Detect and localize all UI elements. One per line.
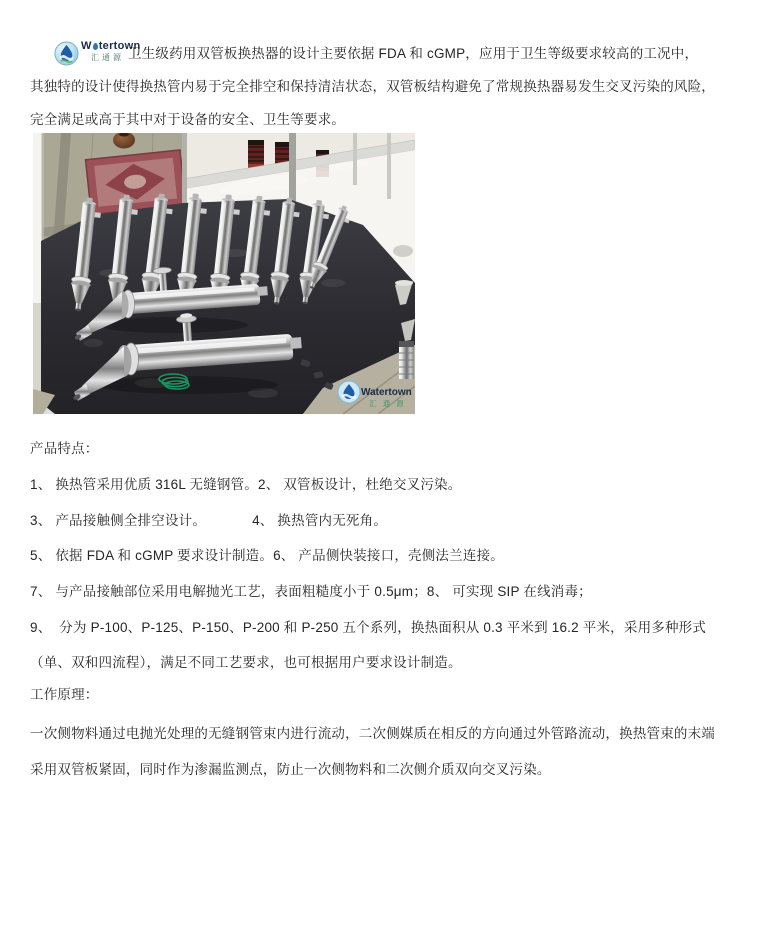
feature-item-3: 3、 产品接触侧全排空设计。	[30, 513, 207, 528]
logo-brand-suffix: tertown	[98, 40, 141, 52]
water-drop-icon	[93, 43, 98, 50]
feature-line-2	[30, 512, 387, 529]
feature-line-3	[30, 547, 504, 564]
feature-item-5: 5、 依据 FDA 和 cGMP 要求设计制造。	[30, 548, 274, 563]
product-photo	[33, 133, 415, 414]
feature-line-6	[30, 654, 462, 671]
product-photo-image	[33, 133, 415, 414]
feature-item-1: 1、 换热管采用优质 316L 无缝钢管。	[30, 477, 258, 492]
intro-line-2: 其独特的设计使得换热管内易于完全排空和保持清洁状态，双管板结构避免了常规换热器易发生交叉污染的风险，	[30, 79, 715, 94]
intro-line-1: 卫生级药用双管板换热器的设计主要依据 FDA 和 cGMP，应用于卫生等级要求较高的工况中，	[128, 46, 699, 61]
feature-item-9-cont: （单、双和四流程），满足不同工艺要求，也可根据用户要求设计制造。	[30, 655, 462, 670]
feature-item-4: 4、 换热管内无死角。	[252, 513, 388, 528]
features-heading: 产品特点：	[30, 441, 99, 456]
watermark-sub-text: 汇 通 源	[369, 399, 406, 408]
feature-line-1	[30, 476, 461, 493]
feature-item-8: 8、 可实现 SIP 在线消毒；	[426, 584, 592, 599]
feature-item-9: 9、 分为 P-100、P-125、P-150、P-200 和 P-250 五个系列，换热面积从 0.3 平米到 16.2 平米，采用多种形式	[30, 620, 707, 635]
feature-line-4	[30, 583, 592, 600]
logo-brand-prefix: W	[81, 40, 92, 52]
principle-line-2: 采用双管板紧固，同时作为渗漏监测点，防止一次侧物料和二次侧介质双向交叉污染。	[30, 762, 551, 777]
watertown-logo-icon	[54, 41, 79, 66]
feature-item-7: 7、 与产品接触部位采用电解抛光工艺，表面粗糙度小于 0.5μm；	[30, 584, 427, 599]
feature-item-6: 6、 产品侧快装接口，壳侧法兰连接。	[273, 548, 504, 563]
feature-line-5	[30, 619, 706, 636]
logo-subtext: 汇通源	[91, 53, 124, 62]
feature-item-2: 2、 双管板设计，杜绝交叉污染。	[258, 477, 462, 492]
principle-heading: 工作原理：	[30, 687, 99, 702]
intro-line-3: 完全满足或高于其中对于设备的安全、卫生等要求。	[30, 112, 346, 127]
principle-line-1: 一次侧物料通过电抛光处理的无缝钢管束内进行流动，二次侧媒质在相反的方向通过外管路流动，换热管束的末端	[30, 726, 715, 741]
watermark-brand-text: Watertown	[361, 387, 412, 398]
